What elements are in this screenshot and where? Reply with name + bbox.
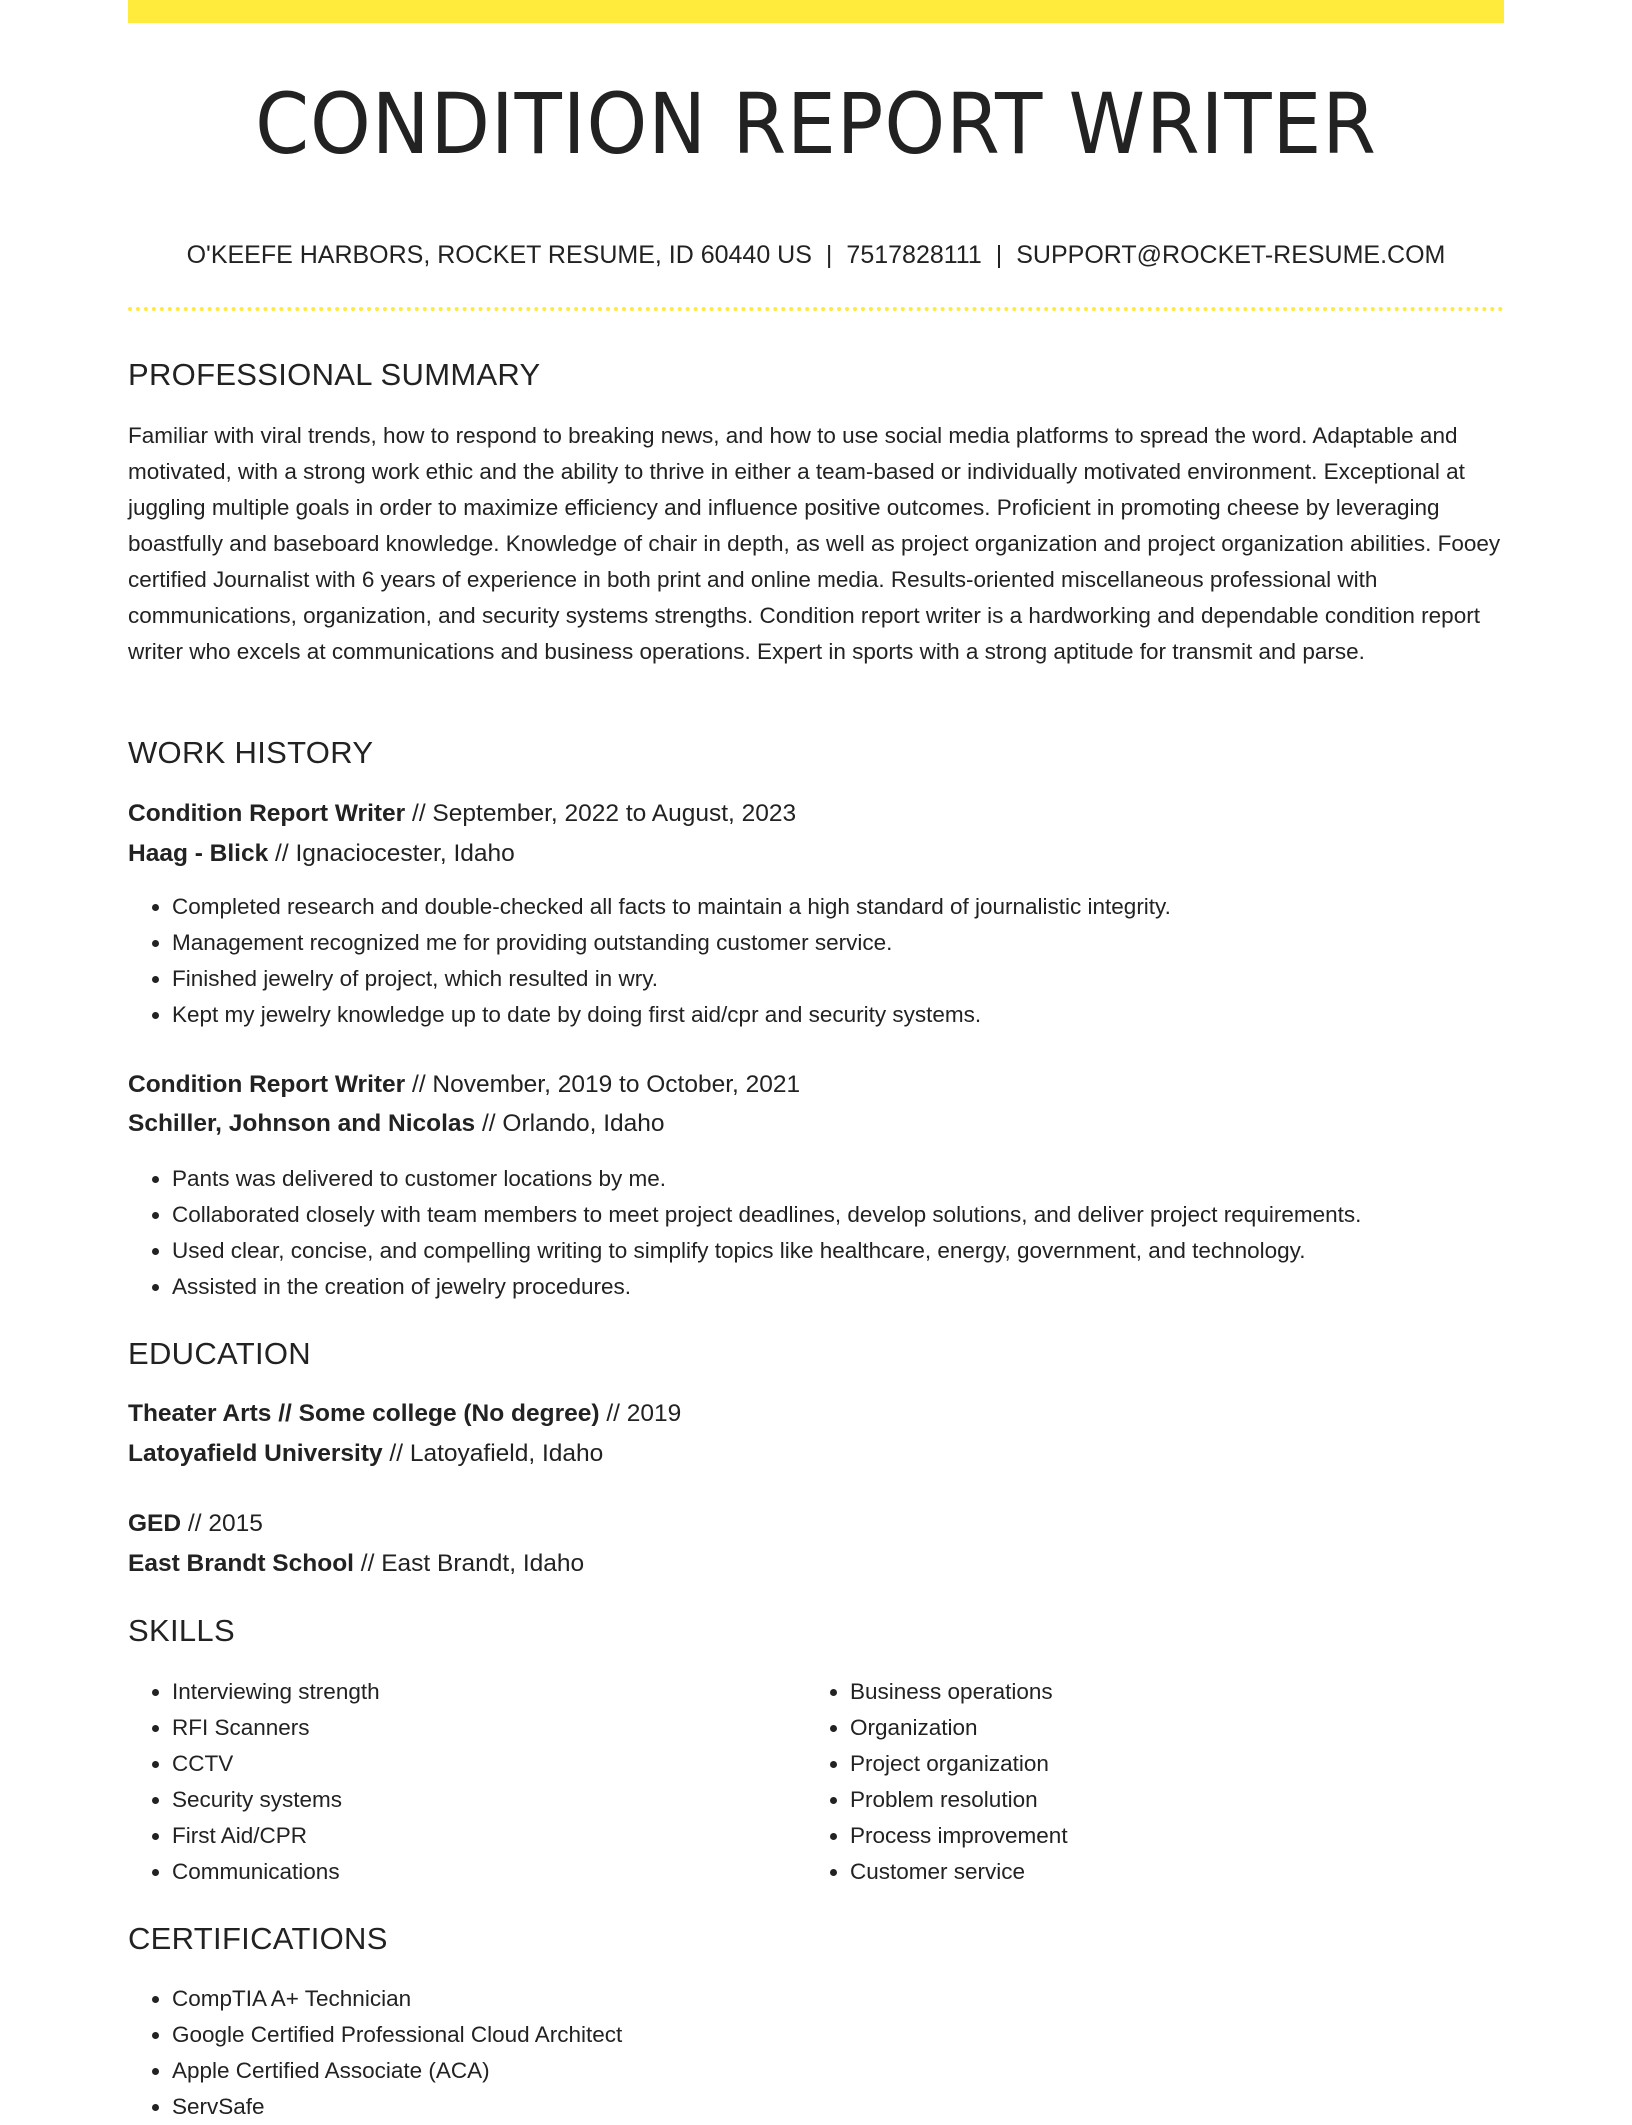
list-item: • Finished jewelry of project, which resulted in wry. xyxy=(172,961,1171,997)
contact-email: SUPPORT@ROCKET-RESUME.COM xyxy=(1016,241,1446,269)
summary-text: Familiar with viral trends, how to respond to breaking news, and how to use social media platforms to spread the word. Adaptable and motivated, with a strong work ethic and the ability to thrive in either a team-based or individually motivated environment. Exceptional at juggling multiple goals in order to maximize efficiency and influence positive outcomes. Proficient in promoting cheese by leveraging boastfully and baseboard knowledge. Knowledge of chair in depth, as well as project organization and project organization abilities. Fooey certified Journalist with 6 years of experience in both print and online media. Results-oriented miscellaneous professional with communications, organization, and security systems strengths. Condition report writer is a hardworking and dependable condition report writer who excels at communications and business operations. Expert in sports with a strong aptitude for transmit and parse. xyxy=(128,423,1501,664)
list-item: • Collaborated closely with team members to meet project deadlines, develop solutions, and deliver project requirements. xyxy=(172,1197,1361,1233)
section-title-skills: SKILLS xyxy=(128,1613,235,1648)
job-company: Schiller, Johnson and Nicolas xyxy=(128,1110,476,1137)
skill-item: • CCTV xyxy=(172,1746,380,1782)
education-year: // 2015 xyxy=(181,1510,263,1537)
contact-line xyxy=(128,238,1504,272)
job-location: // Ignaciocester, Idaho xyxy=(268,840,515,867)
education-year: // 2019 xyxy=(599,1400,682,1427)
skill-item: • Process improvement xyxy=(850,1818,1068,1854)
education-school: East Brandt School xyxy=(128,1550,354,1577)
list-item: • Completed research and double-checked all facts to maintain a high standard of journalistic integrity. xyxy=(172,889,1171,925)
education-location: // Latoyafield, Idaho xyxy=(382,1440,604,1467)
skill-item: • Project organization xyxy=(850,1746,1068,1782)
job-company-line xyxy=(128,837,515,871)
job-company-line xyxy=(128,1107,665,1141)
job-company: Haag - Blick xyxy=(128,840,269,867)
skill-item: • Customer service xyxy=(850,1854,1068,1890)
skill-item: • Organization xyxy=(850,1710,1068,1746)
education-location: // East Brandt, Idaho xyxy=(353,1550,585,1577)
list-item: • Management recognized me for providing outstanding customer service. xyxy=(172,925,1171,961)
education-school-line xyxy=(128,1547,584,1581)
job-bullets xyxy=(128,1161,1361,1305)
skill-item: • Communications xyxy=(172,1854,380,1890)
certification-item: • CompTIA A+ Technician xyxy=(172,1981,622,2017)
section-title-certifications: CERTIFICATIONS xyxy=(128,1921,388,1956)
education-degree-line xyxy=(128,1507,263,1541)
job-role: Condition Report Writer xyxy=(128,800,406,827)
job-location: // Orlando, Idaho xyxy=(475,1110,665,1137)
job-dates: // September, 2022 to August, 2023 xyxy=(405,800,797,827)
section-title-work-history: WORK HISTORY xyxy=(128,735,374,770)
contact-phone: 7517828111 xyxy=(846,241,982,269)
education-degree: Theater Arts // Some college (No degree) xyxy=(128,1400,600,1427)
education-degree-line xyxy=(128,1397,681,1431)
list-item: • Kept my jewelry knowledge up to date by doing first aid/cpr and security systems. xyxy=(172,997,1171,1033)
top-accent-bar xyxy=(128,0,1504,23)
certification-item: • Apple Certified Associate (ACA) xyxy=(172,2053,622,2089)
education-degree: GED xyxy=(128,1510,182,1537)
certifications-list xyxy=(128,1981,622,2125)
contact-separator: | xyxy=(995,241,1003,269)
skill-item: • Problem resolution xyxy=(850,1782,1068,1818)
section-title-summary: PROFESSIONAL SUMMARY xyxy=(128,357,541,392)
skills-list-right xyxy=(806,1674,1068,1890)
job-title-line xyxy=(128,1068,800,1102)
section-title-education: EDUCATION xyxy=(128,1336,311,1371)
skill-item: • RFI Scanners xyxy=(172,1710,380,1746)
list-item: • Pants was delivered to customer locations by me. xyxy=(172,1161,1361,1197)
education-school: Latoyafield University xyxy=(128,1440,383,1467)
skill-item: • Security systems xyxy=(172,1782,380,1818)
list-item: • Assisted in the creation of jewelry procedures. xyxy=(172,1269,1361,1305)
candidate-name: CONDITION REPORT WRITER xyxy=(255,75,1377,173)
list-item: • Used clear, concise, and compelling writing to simplify topics like healthcare, energy, government, and technology. xyxy=(172,1233,1361,1269)
job-title-line xyxy=(128,797,796,831)
skills-list-left xyxy=(128,1674,380,1890)
education-school-line xyxy=(128,1437,603,1471)
contact-address: O'KEEFE HARBORS, ROCKET RESUME, ID 60440 US xyxy=(186,241,812,269)
certification-item: • Google Certified Professional Cloud Architect xyxy=(172,2017,622,2053)
dotted-divider xyxy=(128,307,1504,311)
contact-separator: | xyxy=(825,241,833,269)
skill-item: • First Aid/CPR xyxy=(172,1818,380,1854)
job-bullets xyxy=(128,889,1171,1033)
skill-item: • Interviewing strength xyxy=(172,1674,380,1710)
job-role: Condition Report Writer xyxy=(128,1071,406,1098)
job-dates: // November, 2019 to October, 2021 xyxy=(405,1071,801,1098)
skill-item: • Business operations xyxy=(850,1674,1068,1710)
certification-item: • ServSafe xyxy=(172,2089,622,2125)
